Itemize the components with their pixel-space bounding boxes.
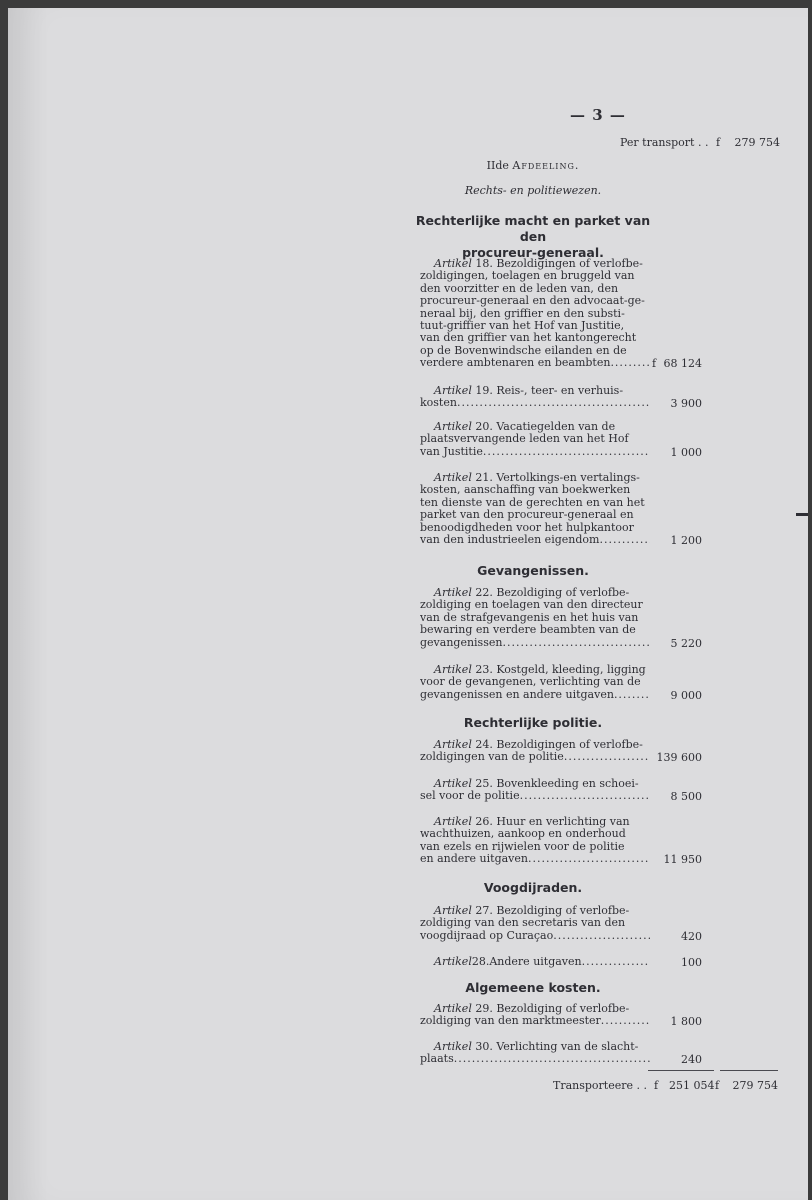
article-amount: 3 900 — [670, 397, 702, 411]
article-text-line — [420, 258, 650, 270]
article-entry — [420, 587, 650, 649]
article-last-text: zoldiging van den marktmeester — [420, 1014, 601, 1028]
leader-dots — [601, 1015, 650, 1027]
leader-dots — [599, 534, 650, 546]
section-heading — [408, 880, 658, 896]
article-lead: Artikel — [434, 1003, 472, 1015]
article-entry — [420, 421, 650, 458]
article-last-line — [420, 956, 650, 968]
leader-dots — [564, 751, 650, 763]
article-amount: 240 — [681, 1053, 702, 1067]
article-text: Bovenkleeding en schoei- — [496, 778, 639, 790]
article-text-line — [420, 484, 650, 496]
article-number: 18. — [475, 258, 493, 270]
article-number: 20. — [475, 421, 493, 433]
article-text: Bezoldigingen of verlofbe- — [496, 258, 643, 270]
article-text: Reis-, teer- en verhuis- — [496, 385, 624, 397]
article-last-text: kosten — [420, 396, 457, 410]
article-currency: f — [652, 357, 657, 371]
article-amount: 8 500 — [670, 790, 702, 804]
article-number: 27. — [475, 905, 493, 917]
article-text: Bezoldigingen of verlofbe- — [496, 739, 643, 751]
article-lead: Artikel — [434, 385, 472, 397]
article-lead: Artikel — [434, 472, 472, 484]
article-last-text: gevangenissen — [420, 635, 503, 649]
article-last-text: zoldigingen van de politie — [420, 750, 564, 764]
article-text: van de strafgevangenis en het huis van — [420, 611, 639, 624]
article-amount: 5 220 — [670, 636, 702, 650]
article-amount: 139 600 — [656, 751, 702, 765]
article-text: Huur en verlichting van — [496, 816, 630, 828]
document-page — [8, 8, 808, 1200]
article-text: zoldigingen, toelagen en bruggeld van — [420, 270, 635, 283]
article-text: Kostgeld, kleeding, ligging — [496, 664, 646, 676]
article-text: voor de gevangenen, verlichting van de — [420, 676, 641, 689]
article-number: 29. — [475, 1003, 493, 1015]
section-heading — [408, 980, 658, 996]
article-text: plaatsvervangende leden van het Hof — [420, 433, 629, 446]
leader-dots — [457, 397, 650, 409]
section-subtitle: Rechts- en politiewezen. — [464, 184, 602, 197]
section-heading-line: Algemeene kosten. — [465, 980, 601, 995]
article-lead: Artikel — [434, 1041, 472, 1053]
article-text-line — [420, 612, 650, 624]
article-text-line — [420, 283, 650, 295]
article-text: van ezels en rijwielen voor de politie — [420, 840, 625, 853]
article-number: 28. — [471, 955, 490, 968]
article-text: parket van den procureur-generaal en — [420, 509, 634, 522]
transport-bottom-label: Transporteere . . — [553, 1079, 647, 1092]
division-name: Afdeeling. — [512, 159, 580, 172]
article-text: bewaring en verdere beambten van de — [420, 624, 636, 637]
article-lead: Artikel — [434, 664, 472, 676]
article-last-line — [420, 446, 650, 458]
article-text-line — [420, 917, 650, 929]
article-entry — [420, 472, 650, 546]
article-text-line — [420, 599, 650, 611]
sum-rule-right — [720, 1070, 778, 1071]
article-last-text: plaats — [420, 1052, 454, 1066]
article-text-line — [420, 1041, 650, 1053]
article-number: 22. — [475, 587, 493, 599]
article-text: Bezoldiging of verlofbe- — [496, 587, 630, 599]
article-number: 24. — [475, 739, 493, 751]
article-entry — [420, 258, 650, 370]
section-heading-line: Rechterlijke macht en parket van den — [415, 213, 651, 244]
article-number: 23. — [475, 664, 493, 676]
division-prefix: IIde — [486, 159, 509, 172]
article-entry — [420, 1003, 650, 1028]
article-text-line — [420, 828, 650, 840]
article-text: ten dienste van de gerechten en van het — [420, 496, 645, 509]
article-number: 25. — [475, 778, 493, 790]
article-last-text: voogdijraad op Curaçao — [420, 928, 554, 942]
section-heading-line: Rechterlijke politie. — [463, 715, 603, 730]
article-text-line — [420, 676, 650, 688]
article-lead: Artikel — [434, 587, 472, 599]
article-last-text: Andere uitgaven — [489, 955, 582, 968]
article-text: benoodigdheden voor het hulpkantoor — [420, 521, 634, 534]
article-entry — [420, 905, 650, 942]
leader-dots — [483, 446, 650, 458]
article-text-line — [420, 587, 650, 599]
article-last-line — [420, 1015, 650, 1027]
article-lead: Artikel — [434, 739, 472, 751]
leader-dots — [582, 956, 650, 968]
leader-dots — [520, 790, 650, 802]
article-number: 19. — [475, 385, 493, 397]
article-entry — [420, 664, 650, 701]
article-text: den voorzitter en de leden van, den — [420, 282, 619, 295]
transport-bottom-subtotal: 251 054 — [669, 1079, 715, 1092]
article-lead: Artikel — [434, 955, 472, 968]
article-last-text: en andere uitgaven — [420, 852, 528, 866]
page-number: — 3 — — [570, 106, 626, 124]
article-text: Vertolkings-en vertalings- — [496, 472, 640, 484]
article-amount: 11 950 — [663, 853, 702, 867]
article-last-line — [420, 637, 650, 649]
section-heading-line: Gevangenissen. — [477, 563, 589, 578]
article-last-text: van den industrieelen eigendom — [420, 533, 600, 547]
article-last-text: van Justitie — [420, 444, 483, 458]
article-amount: 9 000 — [670, 688, 702, 702]
article-last-line — [420, 853, 650, 865]
article-last-line — [420, 357, 650, 369]
article-text-line — [420, 624, 650, 636]
article-amount: 1 200 — [670, 534, 702, 547]
article-text: wachthuizen, aankoop en onderhoud — [420, 828, 626, 841]
section-heading-line: procureur-generaal. — [462, 245, 604, 260]
article-last-line — [420, 930, 650, 942]
article-text-line — [420, 433, 650, 445]
article-entry — [420, 816, 650, 866]
article-text: van den griffier van het kantongerecht — [420, 332, 637, 345]
article-last-text: sel voor de politie — [420, 789, 520, 803]
article-text: Bezoldiging of verlofbe- — [496, 1003, 630, 1015]
article-text: procureur-generaal en den advocaat-ge- — [420, 295, 645, 308]
article-text-line — [420, 332, 650, 344]
section-heading — [408, 563, 658, 579]
article-text: Bezoldiging of verlofbe- — [496, 905, 630, 917]
article-text: op de Bovenwindsche eilanden en de — [420, 344, 627, 357]
page-spine-shadow — [8, 8, 48, 1200]
article-lead: Artikel — [434, 421, 472, 433]
article-text-line — [420, 472, 650, 484]
article-text: zoldiging van den secretaris van den — [420, 917, 626, 930]
leader-dots — [528, 853, 650, 865]
article-text-line — [420, 509, 650, 521]
section-heading — [408, 715, 658, 731]
article-text-line — [420, 421, 650, 433]
article-amount: 100 — [681, 956, 702, 969]
article-text-line — [420, 308, 650, 320]
article-number: 26. — [475, 816, 493, 828]
article-amount: 1 000 — [670, 445, 702, 459]
leader-dots — [502, 637, 650, 649]
sum-rule-left — [648, 1070, 714, 1071]
article-amount: 68 124 — [663, 357, 702, 371]
division-title — [408, 159, 658, 172]
article-lead: Artikel — [434, 905, 472, 917]
article-text-line — [420, 320, 650, 332]
article-entry — [420, 385, 650, 410]
article-text-line — [420, 270, 650, 282]
transport-top-label: Per transport . . — [620, 136, 709, 149]
article-number: 30. — [475, 1041, 493, 1053]
transport-bottom-currency1: f — [654, 1079, 659, 1092]
transport-top-currency: f — [716, 136, 721, 149]
article-text-line — [420, 295, 650, 307]
transport-top-amount: 279 754 — [734, 136, 780, 149]
article-lead: Artikel — [434, 778, 472, 790]
article-amount: 1 800 — [670, 1015, 702, 1029]
article-last-line — [420, 689, 650, 701]
article-lead: Artikel — [434, 258, 472, 270]
page-edge-mark — [796, 513, 808, 516]
article-last-text: verdere ambtenaren en beambten — [420, 356, 611, 370]
leader-dots — [553, 930, 650, 942]
article-text: Verlichting van de slacht- — [496, 1041, 639, 1053]
article-text-line — [420, 664, 650, 676]
article-entry — [420, 778, 650, 803]
article-last-line — [420, 1053, 650, 1065]
article-text-line — [420, 905, 650, 917]
article-entry — [420, 956, 650, 968]
article-text: tuut-griffier van het Hof van Justitie, — [420, 320, 625, 333]
article-amount: 420 — [681, 929, 702, 943]
article-text: Vacatiegelden van de — [496, 421, 616, 433]
article-number: 21. — [475, 472, 493, 484]
article-last-line — [420, 751, 650, 763]
article-last-line — [420, 790, 650, 802]
article-entry — [420, 739, 650, 764]
article-text: zoldiging en toelagen van den directeur — [420, 599, 643, 612]
transport-bottom-amount: 279 754 — [732, 1079, 778, 1092]
leader-dots — [614, 689, 650, 701]
leader-dots — [454, 1053, 650, 1065]
article-text: neraal bij, den griffier en den substi- — [420, 307, 625, 320]
article-text-line — [420, 497, 650, 509]
article-lead: Artikel — [434, 816, 472, 828]
leader-dots — [610, 357, 650, 369]
article-text: kosten, aanschaffing van boekwerken — [420, 484, 631, 497]
section-heading — [408, 213, 658, 261]
section-heading-line: Voogdijraden. — [483, 880, 583, 895]
article-entry — [420, 1041, 650, 1066]
article-last-line — [420, 534, 650, 546]
article-last-text: gevangenissen en andere uitgaven — [420, 687, 614, 701]
transport-bottom-currency2: f — [715, 1079, 720, 1092]
article-last-line — [420, 397, 650, 409]
article-text-line — [420, 816, 650, 828]
